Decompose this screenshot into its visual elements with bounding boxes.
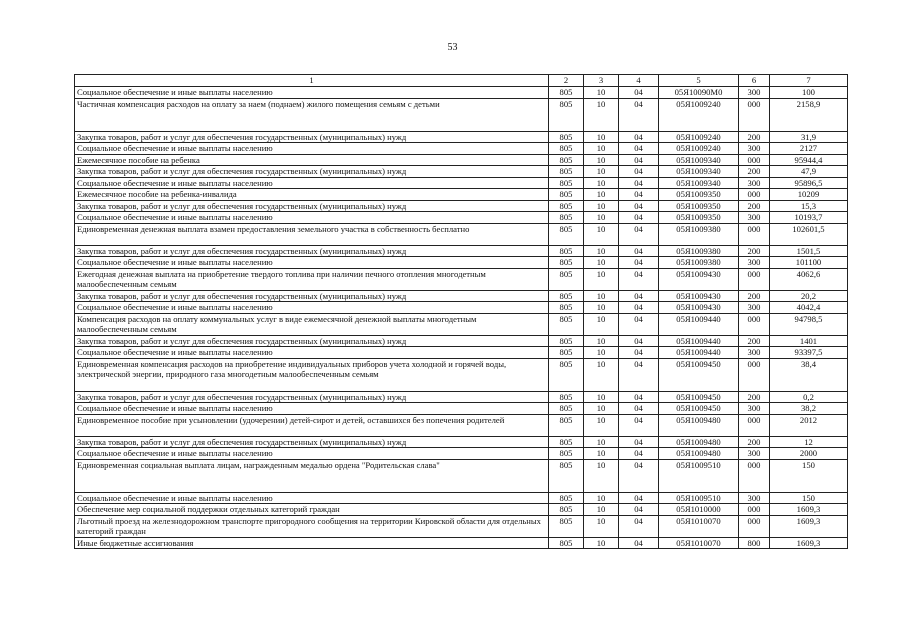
row-amount: 95896,5 [770, 177, 848, 189]
row-code-expense-type: 300 [739, 143, 770, 155]
row-code-target-article: 05Я1009340 [659, 177, 739, 189]
row-code-target-article: 05Я1009440 [659, 313, 739, 335]
row-code-expense-type: 200 [739, 245, 770, 257]
table-body [75, 87, 848, 549]
table-row [75, 143, 848, 155]
row-description: Закупка товаров, работ и услуг для обеспечения государственных (муниципальных) нужд [75, 436, 549, 448]
row-amount: 38,2 [770, 403, 848, 415]
row-code-section: 10 [584, 335, 619, 347]
row-code-subsection: 04 [619, 212, 659, 224]
row-description: Закупка товаров, работ и услуг для обеспечения государственных (муниципальных) нужд [75, 166, 549, 178]
row-code-subsection: 04 [619, 302, 659, 314]
row-code-section: 10 [584, 313, 619, 335]
row-code-expense-type: 000 [739, 414, 770, 436]
row-description: Ежемесячное пособие на ребенка [75, 154, 549, 166]
row-code-target-article: 05Я1009430 [659, 290, 739, 302]
row-description: Частичная компенсация расходов на оплату за наем (поднаем) жилого помещения семьям с детьми [75, 98, 549, 131]
row-code-target-article: 05Я1009430 [659, 302, 739, 314]
row-amount: 20,2 [770, 290, 848, 302]
row-code-section: 10 [584, 347, 619, 359]
row-code-subsection: 04 [619, 223, 659, 245]
row-code-subsection: 04 [619, 335, 659, 347]
row-code-subsection: 04 [619, 537, 659, 549]
row-code-expense-type: 200 [739, 391, 770, 403]
header-cell: 6 [739, 75, 770, 87]
row-description: Иные бюджетные ассигнования [75, 537, 549, 549]
row-code-ministry: 805 [549, 358, 584, 391]
row-description: Социальное обеспечение и иные выплаты населению [75, 302, 549, 314]
row-code-expense-type: 000 [739, 154, 770, 166]
row-description: Единовременная компенсация расходов на приобретение индивидуальных приборов учета холодной и горячей воды, электрической энергии, природного газа многодетным малообеспеченным семьям [75, 358, 549, 391]
row-description: Социальное обеспечение и иные выплаты населению [75, 87, 549, 99]
row-description: Закупка товаров, работ и услуг для обеспечения государственных (муниципальных) нужд [75, 200, 549, 212]
row-code-section: 10 [584, 189, 619, 201]
table-row [75, 200, 848, 212]
row-amount: 93397,5 [770, 347, 848, 359]
row-code-target-article: 05Я1009430 [659, 268, 739, 290]
row-code-expense-type: 000 [739, 189, 770, 201]
table-row [75, 492, 848, 504]
row-code-subsection: 04 [619, 177, 659, 189]
table-row [75, 223, 848, 245]
row-amount: 94798,5 [770, 313, 848, 335]
row-code-expense-type: 000 [739, 313, 770, 335]
row-code-expense-type: 200 [739, 436, 770, 448]
row-code-ministry: 805 [549, 515, 584, 537]
row-amount: 2012 [770, 414, 848, 436]
row-description: Обеспечение мер социальной поддержки отдельных категорий граждан [75, 504, 549, 516]
row-code-section: 10 [584, 245, 619, 257]
row-code-subsection: 04 [619, 268, 659, 290]
row-code-target-article: 05Я1009480 [659, 414, 739, 436]
table-row [75, 459, 848, 492]
row-code-expense-type: 000 [739, 515, 770, 537]
row-code-subsection: 04 [619, 98, 659, 131]
row-code-subsection: 04 [619, 189, 659, 201]
row-code-section: 10 [584, 403, 619, 415]
row-code-section: 10 [584, 515, 619, 537]
budget-table [74, 74, 848, 549]
row-code-ministry: 805 [549, 335, 584, 347]
row-code-target-article: 05Я1009440 [659, 347, 739, 359]
row-code-ministry: 805 [549, 200, 584, 212]
row-description: Единовременное пособие при усыновлении (удочерении) детей-сирот и детей, оставшихся без попечения родителей [75, 414, 549, 436]
table-row [75, 212, 848, 224]
row-code-target-article: 05Я1009240 [659, 131, 739, 143]
page-number: 53 [447, 42, 458, 53]
header-row [75, 75, 848, 87]
row-code-section: 10 [584, 154, 619, 166]
row-code-target-article: 05Я1009240 [659, 98, 739, 131]
row-code-target-article: 05Я1009450 [659, 391, 739, 403]
row-code-target-article: 05Я10090М0 [659, 87, 739, 99]
row-description: Закупка товаров, работ и услуг для обеспечения государственных (муниципальных) нужд [75, 245, 549, 257]
table-row [75, 403, 848, 415]
row-code-section: 10 [584, 448, 619, 460]
row-amount: 2000 [770, 448, 848, 460]
table-row [75, 257, 848, 269]
row-code-ministry: 805 [549, 492, 584, 504]
header-cell: 5 [659, 75, 739, 87]
row-amount: 38,4 [770, 358, 848, 391]
row-description: Социальное обеспечение и иные выплаты населению [75, 143, 549, 155]
row-description: Льготный проезд на железнодорожном транспорте пригородного сообщения на территории Кировской области для отдельных категорий граждан [75, 515, 549, 537]
row-code-expense-type: 000 [739, 223, 770, 245]
row-code-target-article: 05Я1009510 [659, 492, 739, 504]
row-code-subsection: 04 [619, 313, 659, 335]
row-code-subsection: 04 [619, 358, 659, 391]
header-cell: 1 [75, 75, 549, 87]
row-code-target-article: 05Я1009440 [659, 335, 739, 347]
row-code-subsection: 04 [619, 257, 659, 269]
row-description: Социальное обеспечение и иные выплаты населению [75, 177, 549, 189]
row-code-ministry: 805 [549, 257, 584, 269]
table-row [75, 414, 848, 436]
row-code-subsection: 04 [619, 87, 659, 99]
row-code-target-article: 05Я1009350 [659, 212, 739, 224]
row-code-ministry: 805 [549, 537, 584, 549]
row-code-ministry: 805 [549, 212, 584, 224]
table-row [75, 313, 848, 335]
table-row [75, 98, 848, 131]
row-code-ministry: 805 [549, 245, 584, 257]
row-code-target-article: 05Я1009480 [659, 436, 739, 448]
row-code-expense-type: 200 [739, 200, 770, 212]
row-amount: 1401 [770, 335, 848, 347]
row-code-target-article: 05Я1010070 [659, 537, 739, 549]
row-amount: 12 [770, 436, 848, 448]
row-description: Социальное обеспечение и иные выплаты населению [75, 257, 549, 269]
row-code-expense-type: 000 [739, 268, 770, 290]
row-code-subsection: 04 [619, 436, 659, 448]
row-code-expense-type: 300 [739, 302, 770, 314]
row-code-ministry: 805 [549, 131, 584, 143]
row-code-subsection: 04 [619, 154, 659, 166]
row-code-target-article: 05Я1010000 [659, 504, 739, 516]
row-code-expense-type: 200 [739, 290, 770, 302]
row-code-target-article: 05Я1009340 [659, 154, 739, 166]
row-code-expense-type: 000 [739, 504, 770, 516]
row-description: Ежемесячное пособие на ребенка-инвалида [75, 189, 549, 201]
table-row [75, 515, 848, 537]
row-amount: 1609,3 [770, 504, 848, 516]
row-code-ministry: 805 [549, 459, 584, 492]
row-code-ministry: 805 [549, 302, 584, 314]
row-code-ministry: 805 [549, 177, 584, 189]
row-code-expense-type: 000 [739, 98, 770, 131]
row-code-section: 10 [584, 504, 619, 516]
table-row [75, 87, 848, 99]
row-code-expense-type: 200 [739, 131, 770, 143]
row-description: Социальное обеспечение и иные выплаты населению [75, 347, 549, 359]
row-code-target-article: 05Я1009380 [659, 223, 739, 245]
row-code-subsection: 04 [619, 166, 659, 178]
table-row [75, 504, 848, 516]
row-code-expense-type: 000 [739, 459, 770, 492]
row-code-section: 10 [584, 459, 619, 492]
row-code-ministry: 805 [549, 143, 584, 155]
row-code-ministry: 805 [549, 347, 584, 359]
row-amount: 2158,9 [770, 98, 848, 131]
row-code-subsection: 04 [619, 515, 659, 537]
table-row [75, 268, 848, 290]
row-code-ministry: 805 [549, 154, 584, 166]
row-code-expense-type: 300 [739, 177, 770, 189]
row-code-ministry: 805 [549, 448, 584, 460]
header-cell: 7 [770, 75, 848, 87]
table-row [75, 436, 848, 448]
row-code-target-article: 05Я1009450 [659, 358, 739, 391]
row-code-subsection: 04 [619, 347, 659, 359]
row-code-target-article: 05Я1009380 [659, 257, 739, 269]
row-code-ministry: 805 [549, 166, 584, 178]
row-code-target-article: 05Я1009380 [659, 245, 739, 257]
row-description: Единовременная денежная выплата взамен предоставления земельного участка в собственность бесплатно [75, 223, 549, 245]
row-code-ministry: 805 [549, 268, 584, 290]
row-description: Социальное обеспечение и иные выплаты населению [75, 403, 549, 415]
row-code-section: 10 [584, 358, 619, 391]
header-cell: 3 [584, 75, 619, 87]
table-row [75, 290, 848, 302]
row-code-ministry: 805 [549, 223, 584, 245]
row-code-subsection: 04 [619, 448, 659, 460]
row-amount: 1501,5 [770, 245, 848, 257]
table-row [75, 177, 848, 189]
table-row [75, 391, 848, 403]
table-row [75, 448, 848, 460]
row-code-ministry: 805 [549, 313, 584, 335]
row-amount: 1609,3 [770, 537, 848, 549]
row-code-section: 10 [584, 200, 619, 212]
row-code-target-article: 05Я1009480 [659, 448, 739, 460]
row-code-target-article: 05Я1009450 [659, 403, 739, 415]
row-code-target-article: 05Я1009340 [659, 166, 739, 178]
row-amount: 0,2 [770, 391, 848, 403]
table-row [75, 347, 848, 359]
row-amount: 10193,7 [770, 212, 848, 224]
row-code-expense-type: 300 [739, 347, 770, 359]
row-description: Единовременная социальная выплата лицам, награжденным медалью ордена "Родительская слава" [75, 459, 549, 492]
row-code-ministry: 805 [549, 87, 584, 99]
row-code-subsection: 04 [619, 459, 659, 492]
row-code-expense-type: 800 [739, 537, 770, 549]
header-cell: 2 [549, 75, 584, 87]
row-amount: 4062,6 [770, 268, 848, 290]
row-code-subsection: 04 [619, 414, 659, 436]
row-code-target-article: 05Я1010070 [659, 515, 739, 537]
row-code-target-article: 05Я1009510 [659, 459, 739, 492]
row-description: Социальное обеспечение и иные выплаты населению [75, 448, 549, 460]
row-amount: 31,9 [770, 131, 848, 143]
row-code-section: 10 [584, 98, 619, 131]
row-code-subsection: 04 [619, 391, 659, 403]
row-code-subsection: 04 [619, 131, 659, 143]
row-code-section: 10 [584, 268, 619, 290]
row-code-section: 10 [584, 290, 619, 302]
row-amount: 101100 [770, 257, 848, 269]
row-code-ministry: 805 [549, 436, 584, 448]
row-amount: 150 [770, 492, 848, 504]
row-code-target-article: 05Я1009350 [659, 189, 739, 201]
table-row [75, 245, 848, 257]
row-code-subsection: 04 [619, 504, 659, 516]
row-code-expense-type: 300 [739, 212, 770, 224]
row-code-section: 10 [584, 131, 619, 143]
row-amount: 10209 [770, 189, 848, 201]
row-code-subsection: 04 [619, 143, 659, 155]
table-row [75, 131, 848, 143]
row-code-section: 10 [584, 223, 619, 245]
row-code-subsection: 04 [619, 403, 659, 415]
row-amount: 47,9 [770, 166, 848, 178]
row-description: Компенсация расходов на оплату коммунальных услуг в виде ежемесячной денежной выплаты многодетным малообеспеченным семьям [75, 313, 549, 335]
row-description: Социальное обеспечение и иные выплаты населению [75, 492, 549, 504]
row-code-ministry: 805 [549, 98, 584, 131]
row-code-target-article: 05Я1009350 [659, 200, 739, 212]
row-amount: 95944,4 [770, 154, 848, 166]
row-code-section: 10 [584, 87, 619, 99]
row-amount: 4042,4 [770, 302, 848, 314]
row-amount: 1609,3 [770, 515, 848, 537]
row-description: Закупка товаров, работ и услуг для обеспечения государственных (муниципальных) нужд [75, 131, 549, 143]
row-code-section: 10 [584, 212, 619, 224]
row-description: Закупка товаров, работ и услуг для обеспечения государственных (муниципальных) нужд [75, 391, 549, 403]
row-code-expense-type: 200 [739, 166, 770, 178]
row-code-subsection: 04 [619, 200, 659, 212]
row-amount: 150 [770, 459, 848, 492]
row-code-expense-type: 300 [739, 492, 770, 504]
row-code-section: 10 [584, 391, 619, 403]
row-code-ministry: 805 [549, 504, 584, 516]
row-amount: 2127 [770, 143, 848, 155]
row-code-ministry: 805 [549, 290, 584, 302]
row-code-subsection: 04 [619, 290, 659, 302]
row-code-section: 10 [584, 537, 619, 549]
row-code-section: 10 [584, 257, 619, 269]
row-code-section: 10 [584, 492, 619, 504]
row-code-expense-type: 300 [739, 403, 770, 415]
row-code-section: 10 [584, 302, 619, 314]
row-code-subsection: 04 [619, 492, 659, 504]
header-cell: 4 [619, 75, 659, 87]
row-code-section: 10 [584, 436, 619, 448]
row-description: Закупка товаров, работ и услуг для обеспечения государственных (муниципальных) нужд [75, 290, 549, 302]
row-amount: 15,3 [770, 200, 848, 212]
row-code-section: 10 [584, 414, 619, 436]
row-code-ministry: 805 [549, 391, 584, 403]
table-row [75, 154, 848, 166]
table-row [75, 335, 848, 347]
table-row [75, 302, 848, 314]
row-code-expense-type: 300 [739, 257, 770, 269]
row-code-subsection: 04 [619, 245, 659, 257]
table-row [75, 537, 848, 549]
row-code-expense-type: 000 [739, 358, 770, 391]
row-code-expense-type: 300 [739, 87, 770, 99]
row-code-ministry: 805 [549, 414, 584, 436]
row-code-section: 10 [584, 166, 619, 178]
row-code-ministry: 805 [549, 189, 584, 201]
row-description: Ежегодная денежная выплата на приобретение твердого топлива при наличии печного отопления многодетным малообеспеченным семьям [75, 268, 549, 290]
row-code-section: 10 [584, 143, 619, 155]
table-row [75, 358, 848, 391]
row-description: Закупка товаров, работ и услуг для обеспечения государственных (муниципальных) нужд [75, 335, 549, 347]
row-code-expense-type: 300 [739, 448, 770, 460]
row-description: Социальное обеспечение и иные выплаты населению [75, 212, 549, 224]
row-code-target-article: 05Я1009240 [659, 143, 739, 155]
row-code-section: 10 [584, 177, 619, 189]
table-row [75, 166, 848, 178]
row-amount: 102601,5 [770, 223, 848, 245]
row-code-expense-type: 200 [739, 335, 770, 347]
row-amount: 100 [770, 87, 848, 99]
row-code-ministry: 805 [549, 403, 584, 415]
table-row [75, 189, 848, 201]
